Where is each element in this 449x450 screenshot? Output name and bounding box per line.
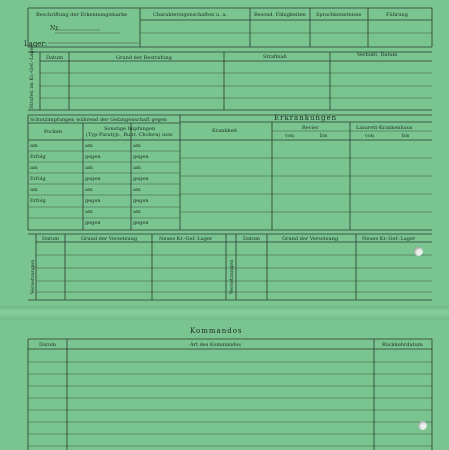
punch-hole [414, 247, 423, 256]
versetzungen-side-label-2: Versetzungen [229, 259, 235, 294]
impf-cell-a: am [30, 143, 38, 149]
erkrankungen-col-lazarett: Lazarett-Krankenhaus [356, 125, 413, 131]
impf-cell-a: Erfolg [30, 198, 46, 204]
strafen-col-datum: Datum [46, 55, 63, 61]
nr-label: Nr. [50, 25, 60, 32]
impf-cell-a: Erfolg [30, 176, 46, 182]
impf-cell-c: gegen [133, 198, 149, 204]
impfungen-heading: Schutzimpfungen während der Gefangenschaft gegen [30, 117, 168, 123]
impfungen-col-sonstige-1: Sonstige Impfungen [104, 126, 156, 132]
impf-cell-b: am [85, 187, 93, 193]
versetzungen-col-grund-2: Grund der Versetzung [282, 236, 339, 242]
strafen-col-grund: Grund der Bestrafung [116, 55, 172, 61]
strafen-col-verbuesst: Verbüßt, Datum [357, 52, 398, 58]
impf-cell-c: gegen [133, 220, 149, 226]
impf-cell-b: gegen [85, 198, 101, 204]
erkrankungen-col-krankheit: Krankheit [212, 128, 238, 134]
impf-cell-a: am [30, 187, 38, 193]
lazarett-bis: bis [402, 133, 410, 139]
kommandos-heading: Kommandos [190, 327, 243, 335]
versetzungen-side-label: Versetzungen [30, 259, 36, 294]
versetzungen-col-neues-lager-2: Neues Kr.-Gef.-Lager [362, 236, 416, 242]
impfungen-col-pocken: Pocken [44, 129, 63, 135]
col-faehigkeiten: Besond. Fähigkeiten [254, 12, 306, 18]
impf-cell-c: am [133, 165, 141, 171]
col-fuehrung: Führung [386, 12, 408, 18]
col-sprachkenntnisse: Sprachkenntnisse [316, 12, 362, 18]
impf-cell-c: am [133, 209, 141, 215]
strafen-col-strafmass: Strafmaß [263, 54, 287, 60]
erkrankungen-col-revier: Revier [302, 125, 319, 131]
impf-cell-b: am [85, 165, 93, 171]
impfungen-col-sonstige-2: (Typ-Paratyp., Ruhr, Cholera) usw. [86, 132, 174, 138]
impf-cell-b: am [85, 209, 93, 215]
impf-cell-b: gegen [85, 176, 101, 182]
lazarett-von: von [365, 133, 375, 139]
impf-cell-c: am [133, 143, 141, 149]
versetzungen-col-neues-lager: Neues Kr.-Gef.-Lager [159, 236, 213, 242]
kommandos-col-datum: Datum [39, 342, 56, 348]
versetzungen-col-grund: Grund der Versetzung [81, 236, 138, 242]
impf-cell-a: am [30, 165, 38, 171]
revier-von: von [285, 133, 295, 139]
kommandos-col-rueckkehr: Rückkehrdatum [382, 342, 423, 348]
versetzungen-col-datum-2: Datum [243, 236, 260, 242]
revier-bis: bis [320, 133, 328, 139]
strafen-side-label: Strafen im Kr.-Gef.-Lager [29, 45, 35, 109]
impf-cell-a: Erfolg [30, 154, 46, 160]
punch-hole [418, 421, 427, 430]
lager-label: Lager: [24, 40, 48, 48]
impf-cell-c: gegen [133, 176, 149, 182]
impf-cell-b: gegen [85, 154, 101, 160]
kommandos-col-art: Art des Kommandos [190, 342, 241, 348]
versetzungen-col-datum: Datum [42, 236, 59, 242]
impf-cell-b: gegen [85, 220, 101, 226]
erkrankungen-heading: Erkrankungen [274, 114, 338, 122]
col-beschriftung: Beschriftung der Erkennungsmarke [36, 12, 128, 18]
col-charakter: Charaktereigenschaften u. a. [153, 12, 227, 18]
impf-cell-b: am [85, 143, 93, 149]
card-fold [0, 306, 449, 320]
impf-cell-c: am [133, 187, 141, 193]
impf-cell-c: gegen [133, 154, 149, 160]
